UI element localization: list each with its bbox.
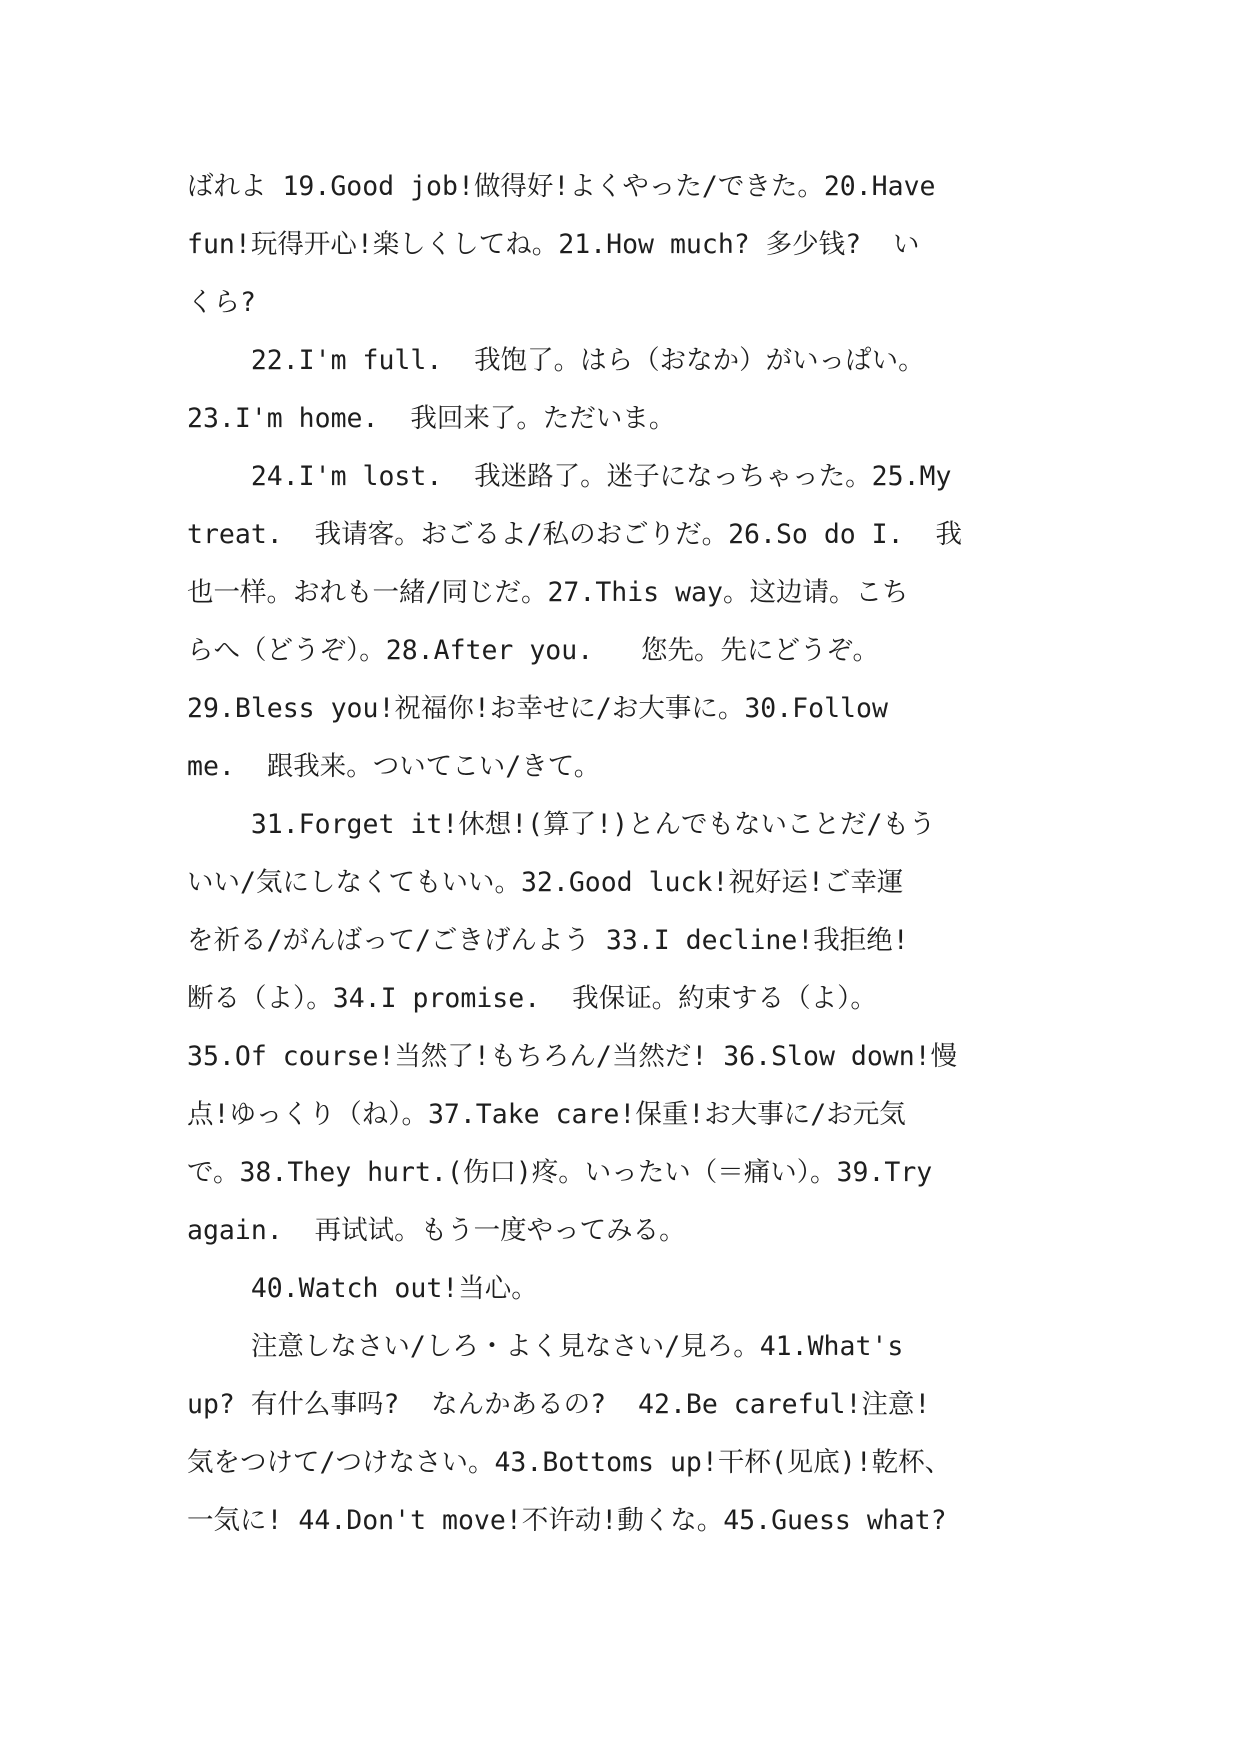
text-line: 29.Bless you!祝福你!お幸せに/お大事に。30.Follow [187, 693, 888, 724]
paragraph [187, 332, 1067, 448]
text-line: 也一样。おれも一緒/同じだ。27.This way。这边请。こち [187, 577, 909, 608]
paragraph [187, 448, 1067, 796]
paragraph [187, 1318, 1067, 1550]
body-text [187, 158, 1067, 1550]
paragraph [187, 1260, 1067, 1318]
text-line: 22.I'm full. 我饱了。はら（おなか）がいっぱい。 [187, 345, 925, 376]
text-line: 気をつけて/つけなさい。43.Bottoms up!干杯(见底)!乾杯、 [187, 1447, 952, 1478]
text-line: 35.Of course!当然了!もちろん/当然だ! 36.Slow down!慢 [187, 1041, 958, 1072]
text-line: くら? [187, 287, 256, 318]
text-line: らへ（どうぞ）。28.After you. 您先。先にどうぞ。 [187, 635, 879, 666]
text-line: を祈る/がんばって/ごきげんよう 33.I decline!我拒绝! [187, 925, 909, 956]
text-line: いい/気にしなくてもいい。32.Good luck!祝好运!ご幸運 [187, 867, 904, 898]
text-line: 40.Watch out!当心。 [187, 1273, 538, 1304]
text-line: ばれよ 19.Good job!做得好!よくやった/できた。20.Have [187, 171, 936, 202]
text-line: fun!玩得开心!楽しくしてね。21.How much? 多少钱? い [187, 229, 920, 260]
text-line: 一気に! 44.Don't move!不许动!動くな。45.Guess what? [187, 1505, 947, 1536]
text-line: again. 再试试。もう一度やってみる。 [187, 1215, 686, 1246]
paragraph [187, 158, 1067, 332]
text-line: で。38.They hurt.(伤口)疼。いったい（＝痛い）。39.Try [187, 1157, 933, 1188]
paragraph [187, 796, 1067, 1260]
text-line: 注意しなさい/しろ・よく見なさい/見ろ。41.What's [187, 1331, 904, 1362]
text-line: 23.I'm home. 我回来了。ただいま。 [187, 403, 676, 434]
text-line: 31.Forget it!休想!(算了!)とんでもないことだ/もう [187, 809, 936, 840]
text-line: 点!ゆっくり（ね）。37.Take care!保重!お大事に/お元気 [187, 1099, 906, 1130]
text-line: up? 有什么事吗? なんかあるの? 42.Be careful!注意! [187, 1389, 931, 1420]
text-line: me. 跟我来。ついてこい/きて。 [187, 751, 601, 782]
text-line: 断る（よ）。34.I promise. 我保证。約束する（よ）。 [187, 983, 877, 1014]
text-line: treat. 我请客。おごるよ/私のおごりだ。26.So do I. 我 [187, 519, 962, 550]
text-line: 24.I'm lost. 我迷路了。迷子になっちゃった。25.My [187, 461, 952, 492]
